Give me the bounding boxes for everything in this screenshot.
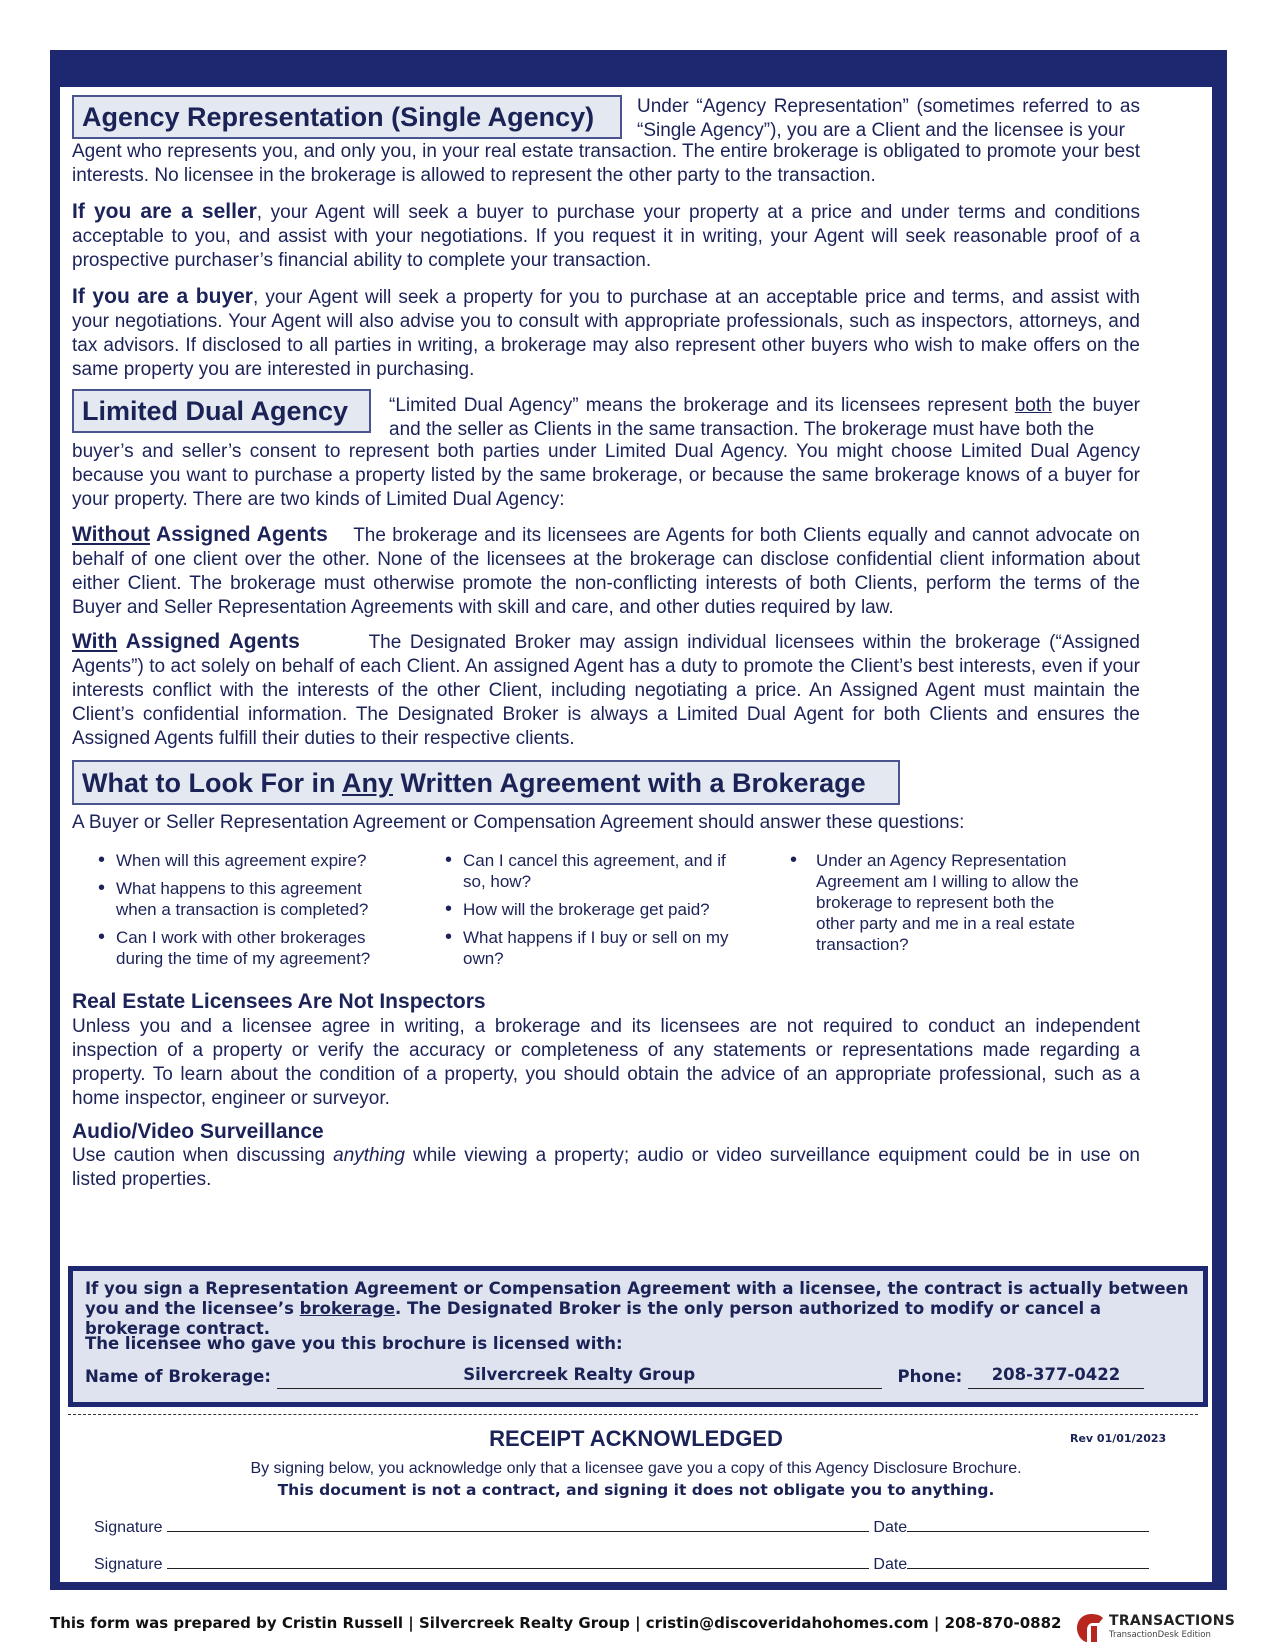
phone-label: Phone: xyxy=(897,1367,963,1386)
seller-lead: If you are a seller xyxy=(72,200,257,223)
receipt-title: RECEIPT ACKNOWLEDGED xyxy=(489,1426,783,1451)
notice-text-part: If you sign a Representation Agreement or Compensation Agreement with a licensee, the contract is actually between you and the licensee’s xyxy=(85,1279,1189,1318)
without-lead: Assigned Agents xyxy=(149,523,328,546)
single-agency-intro-continued: Agent who represents you, and only you, in your real estate transaction. The entire brokerage is obligated to promote your best interests. No licensee in the brokerage is allowed to represent the other party to the transaction. xyxy=(72,141,1140,186)
with-assigned-paragraph xyxy=(72,630,1140,751)
single-agency-intro-right: Under “Agency Representation” (sometimes referred to as “Single Agency”), you are a Client and the licensee is your xyxy=(637,96,1140,141)
with-text: The Designated Broker may assign individual licensees within the brokerage (“Assigned Agents”) to act solely on behalf of each Client. An assigned Agent has a duty to promote the Client’s best interests, even if your interests conflict with the interests of the other Client, including negotiating a price. An Assigned Agent must maintain the Client’s confidential information. The Designated Broker is always a Limited Dual Agent for both Clients and ensures the Assigned Agents fulfill their duties to their respective clients. xyxy=(72,632,1140,749)
without-lead-underline: Without xyxy=(72,523,150,546)
surveillance-text-part: while viewing a property; audio or video surveillance equipment could be in use on listed properties. xyxy=(72,1145,1140,1190)
date-field[interactable] xyxy=(907,1515,1149,1532)
signature-field[interactable] xyxy=(167,1515,869,1532)
look-for-intro: A Buyer or Seller Representation Agreement or Compensation Agreement should answer these questions: xyxy=(72,812,965,833)
without-text: The brokerage and its licensees are Agents for both Clients equally and cannot advocate on behalf of one client over the other. None of the licensees at the brokerage can disclose confidential client information about either Client. The brokerage must otherwise promote the non-conflicting interests of both Clients, perform the terms of the Buyer and Seller Representation Agreements with skill and care, and other duties required by law. xyxy=(72,525,1140,618)
surveillance-text xyxy=(72,1144,1140,1192)
seller-paragraph xyxy=(72,200,1140,273)
phone-value: 208-377-0422 xyxy=(991,1365,1121,1384)
question-item: • Can I cancel this agreement, and if so, how? xyxy=(443,850,748,892)
look-for-heading xyxy=(72,760,900,805)
signature-label: Signature xyxy=(94,1519,163,1536)
dual-intro-part: “Limited Dual Agency” means the brokerage and its licensees represent xyxy=(389,395,1015,416)
transactions-logo-text: TRANSACTIONS xyxy=(1109,1613,1236,1629)
without-assigned-paragraph xyxy=(72,523,1140,620)
signature-label: Signature xyxy=(94,1556,163,1573)
questions-column-1 xyxy=(96,850,396,976)
inspectors-text: Unless you and a licensee agree in writing, a brokerage and its licensees are not required to conduct an independent inspection of a property or verify the accuracy or completeness of any statements or representations made regarding a property. To learn about the condition of a property, you should obtain the advice of an appropriate professional, such as a home inspector, engineer or surveyor. xyxy=(72,1016,1140,1109)
questions-column-2 xyxy=(443,850,748,976)
dual-agency-heading: Limited Dual Agency xyxy=(72,389,371,433)
notice-text-emphasis: brokerage xyxy=(299,1299,395,1318)
question-item: • What happens if I buy or sell on my own? xyxy=(443,927,748,969)
transactions-logo xyxy=(1075,1612,1235,1644)
brokerage-name-field[interactable] xyxy=(277,1365,882,1389)
buyer-paragraph xyxy=(72,285,1140,382)
dual-agency-intro-right xyxy=(389,394,1140,442)
notice-text-part: . The Designated Broker is the only person authorized to modify or cancel a brokerage contract. xyxy=(85,1299,1102,1338)
brokerage-notice-box xyxy=(68,1266,1208,1407)
date-field[interactable] xyxy=(907,1552,1149,1569)
question-item: • How will the brokerage get paid? xyxy=(443,899,748,920)
signature-field[interactable] xyxy=(167,1552,869,1569)
question-item: • Under an Agency Representation Agreement am I willing to allow the brokerage to represent both the other party and me in a real estate transaction? xyxy=(788,850,1093,955)
inspectors-heading: Real Estate Licensees Are Not Inspectors xyxy=(72,990,486,1013)
licensed-with-label: The licensee who gave you this brochure is licensed with: xyxy=(85,1334,623,1353)
receipt-line-2: This document is not a contract, and signing it does not obligate you to anything. xyxy=(277,1481,995,1499)
signature-row-1 xyxy=(94,1515,1149,1537)
question-item: • What happens to this agreement when a transaction is completed? xyxy=(96,878,396,920)
phone-field[interactable] xyxy=(968,1365,1144,1389)
dual-agency-intro-continued: buyer’s and seller’s consent to represent both parties under Limited Dual Agency. You might choose Limited Dual Agency because you want to purchase a property listed by the same brokerage, or because the same brokerage knows of a buyer for your property. There are two kinds of Limited Dual Agency: xyxy=(72,441,1140,510)
surveillance-text-part: Use caution when discussing xyxy=(72,1145,334,1166)
transactions-logo-icon xyxy=(1075,1612,1107,1644)
with-lead: Assigned Agents xyxy=(117,630,300,653)
brokerage-row xyxy=(85,1367,1195,1387)
signature-row-2 xyxy=(94,1552,1149,1574)
dual-intro-emphasis: both xyxy=(1014,395,1052,416)
surveillance-heading: Audio/Video Surveillance xyxy=(72,1120,324,1143)
look-for-title-part: What to Look For in xyxy=(82,768,342,798)
brokerage-name-value: Silvercreek Realty Group xyxy=(463,1365,696,1384)
with-lead-underline: With xyxy=(72,630,118,653)
question-item: • Can I work with other brokerages during the time of my agreement? xyxy=(96,927,396,969)
question-item: • When will this agreement expire? xyxy=(96,850,396,871)
single-agency-heading: Agency Representation (Single Agency) xyxy=(72,95,622,139)
look-for-title-part: Written Agreement with a Brokerage xyxy=(392,768,866,798)
seller-text: , your Agent will seek a buyer to purchase your property at a price and under terms and conditions acceptable to you, and assist with your negotiations. If you request it in writing, your Agent will seek reasonable proof of a prospective purchaser’s financial ability to complete your transaction. xyxy=(72,202,1140,271)
look-for-title-emphasis: Any xyxy=(341,768,393,798)
questions-column-3 xyxy=(788,850,1093,962)
cut-line xyxy=(68,1414,1198,1415)
brokerage-name-label: Name of Brokerage: xyxy=(85,1367,271,1386)
buyer-lead: If you are a buyer xyxy=(72,285,253,308)
date-label: Date xyxy=(873,1519,908,1536)
dual-intro-part: the buyer and the seller as Clients in the same transaction. The brokerage must have both the xyxy=(389,395,1140,440)
notice-statement xyxy=(85,1279,1193,1339)
date-label: Date xyxy=(873,1556,908,1573)
buyer-text: , your Agent will seek a property for you to purchase at an acceptable price and terms, and assist with your negotiations. Your Agent will also advise you to consult with appropriate professionals, such as inspectors, attorneys, and tax advisors. If disclosed to all parties in writing, a brokerage may also represent other buyers who wish to make offers on the same property you are interested in purchasing. xyxy=(72,287,1140,380)
prepared-by-footer: This form was prepared by Cristin Russell | Silvercreek Realty Group | cristin@discoveridahohomes.com | 208-870-0882 xyxy=(50,1614,1062,1632)
revision-date: Rev 01/01/2023 xyxy=(1070,1432,1167,1445)
surveillance-text-emphasis: anything xyxy=(333,1145,405,1166)
transactions-logo-subtext: TransactionDesk Edition xyxy=(1109,1630,1211,1640)
receipt-line-1: By signing below, you acknowledge only that a licensee gave you a copy of this Agency Disclosure Brochure. xyxy=(250,1460,1022,1477)
